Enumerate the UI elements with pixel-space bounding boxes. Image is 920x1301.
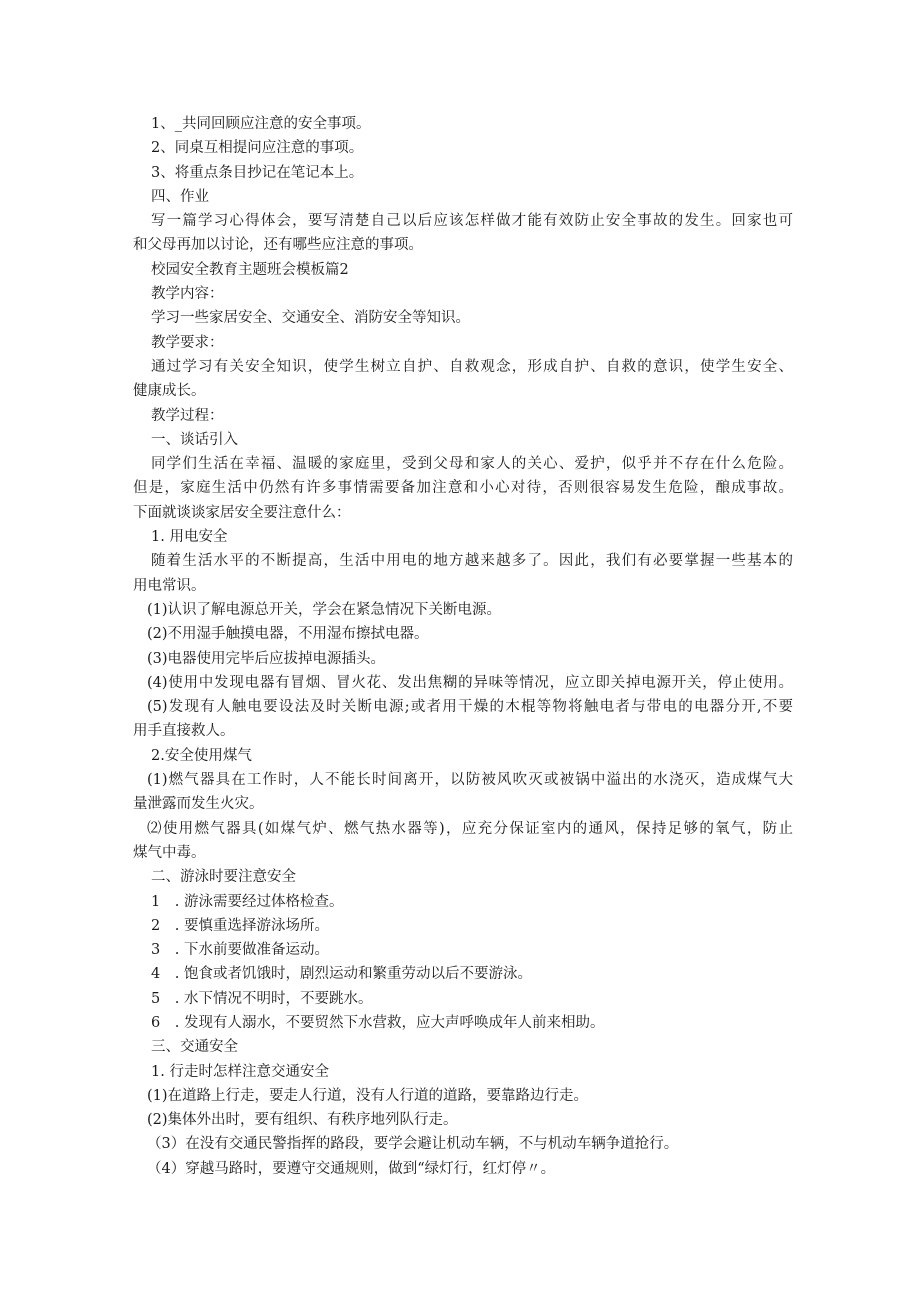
text-line: 下面就谈谈家居安全要注意什么： bbox=[133, 504, 351, 521]
text-line: 教学内容： bbox=[151, 286, 224, 303]
section-heading: 一、谈话引入 bbox=[151, 431, 238, 448]
text-line: 写一篇学习心得体会，要写清楚自己以后应该怎样做才能有效防止安全事故的发生。回家也可 bbox=[151, 213, 793, 230]
list-item: (2)集体外出时，要有组织、有秩序地列队行走。 bbox=[147, 1112, 458, 1129]
text-line: 用电常识。 bbox=[133, 577, 206, 594]
section-heading: 校园安全教育主题班会模板篇2 bbox=[151, 261, 349, 278]
section-heading: 1. 行走时怎样注意交通安全 bbox=[151, 1063, 329, 1080]
text-line: 但是，家庭生活中仍然有许多事情需要备加注意和小心对待，否则很容易发生危险，酿成事故。 bbox=[133, 480, 793, 497]
text-line: 1、_共同回顾应注意的安全事项。 bbox=[151, 116, 371, 132]
list-item: 5 . 水下情况不明时，不要跳水。 bbox=[151, 990, 373, 1007]
text-line: 通过学习有关安全知识，使学生树立自护、自救观念，形成自护、自救的意识，使学生安全、 bbox=[151, 358, 793, 375]
text-line: 教学过程： bbox=[151, 407, 224, 424]
text-line: 用手直接救人。 bbox=[133, 723, 235, 740]
section-heading: 二、游泳时要注意安全 bbox=[151, 869, 296, 886]
text-line: 量泄露而发生火灾。 bbox=[133, 796, 264, 813]
list-item: (2)不用湿手触摸电器，不用湿布擦拭电器。 bbox=[147, 626, 429, 643]
text-line: 2、同桌互相提问应注意的事项。 bbox=[151, 140, 364, 157]
section-heading: 四、作业 bbox=[151, 188, 209, 205]
list-item: ⑵使用燃气器具(如煤气炉、燃气热水器等)，应充分保证室内的通风，保持足够的氧气，防止 bbox=[147, 820, 793, 837]
section-heading: 三、交通安全 bbox=[151, 1039, 238, 1056]
text-line: 健康成长。 bbox=[133, 383, 206, 400]
list-item: (5)发现有人触电要设法及时关断电源;或者用干燥的木棍等物将触电者与带电的电器分开,不要 bbox=[147, 699, 793, 716]
section-heading: 1. 用电安全 bbox=[151, 529, 228, 546]
text-line: 煤气中毒。 bbox=[133, 844, 206, 861]
text-line: 教学要求： bbox=[151, 334, 224, 351]
list-item: （3）在没有交通民警指挥的路段，要学会避让机动车辆，不与机动车辆争道抢行。 bbox=[147, 1136, 679, 1153]
text-line: 随着生活水平的不断提高，生活中用电的地方越来越多了。因此，我们有必要掌握一些基本的 bbox=[151, 553, 793, 570]
list-item: （4）穿越马路时，要遵守交通规则，做到“绿灯行，红灯停〃。 bbox=[147, 1160, 556, 1177]
list-item: (4)使用中发现电器有冒烟、冒火花、发出焦糊的异味等情况，应立即关掉电源开关，停止使用。 bbox=[147, 674, 793, 691]
text-line: 和父母再加以讨论，还有哪些应注意的事项。 bbox=[133, 237, 423, 254]
list-item: 3 . 下水前要做准备运动。 bbox=[151, 942, 329, 959]
list-item: 2 . 要慎重选择游泳场所。 bbox=[151, 917, 329, 934]
list-item: 1 . 游泳需要经过体格检查。 bbox=[151, 893, 344, 910]
document-body bbox=[133, 112, 793, 1181]
list-item: (1)燃气器具在工作时，人不能长时间离开，以防被风吹灭或被锅中溢出的水浇灭，造成煤气大 bbox=[147, 772, 793, 789]
text-line: 3、将重点条目抄记在笔记本上。 bbox=[151, 164, 364, 181]
list-item: (3)电器使用完毕后应拔掉电源插头。 bbox=[147, 650, 386, 667]
list-item: 4 . 饱食或者饥饿时，剧烈运动和繁重劳动以后不要游泳。 bbox=[151, 966, 532, 983]
text-line: 学习一些家居安全、交通安全、消防安全等知识。 bbox=[151, 310, 470, 327]
text-line: 同学们生活在幸福、温暖的家庭里，受到父母和家人的关心、爱护，似乎并不存在什么危险。 bbox=[151, 456, 793, 473]
list-item: (1)在道路上行走，要走人行道，没有人行道的道路，要靠路边行走。 bbox=[147, 1087, 589, 1104]
list-item: 6 . 发现有人溺水，不要贸然下水营救，应大声呼唤成年人前来相助。 bbox=[151, 1014, 605, 1031]
list-item: (1)认识了解电源总开关，学会在紧急情况下关断电源。 bbox=[147, 601, 502, 618]
section-heading: 2.安全使用煤气 bbox=[151, 747, 252, 764]
